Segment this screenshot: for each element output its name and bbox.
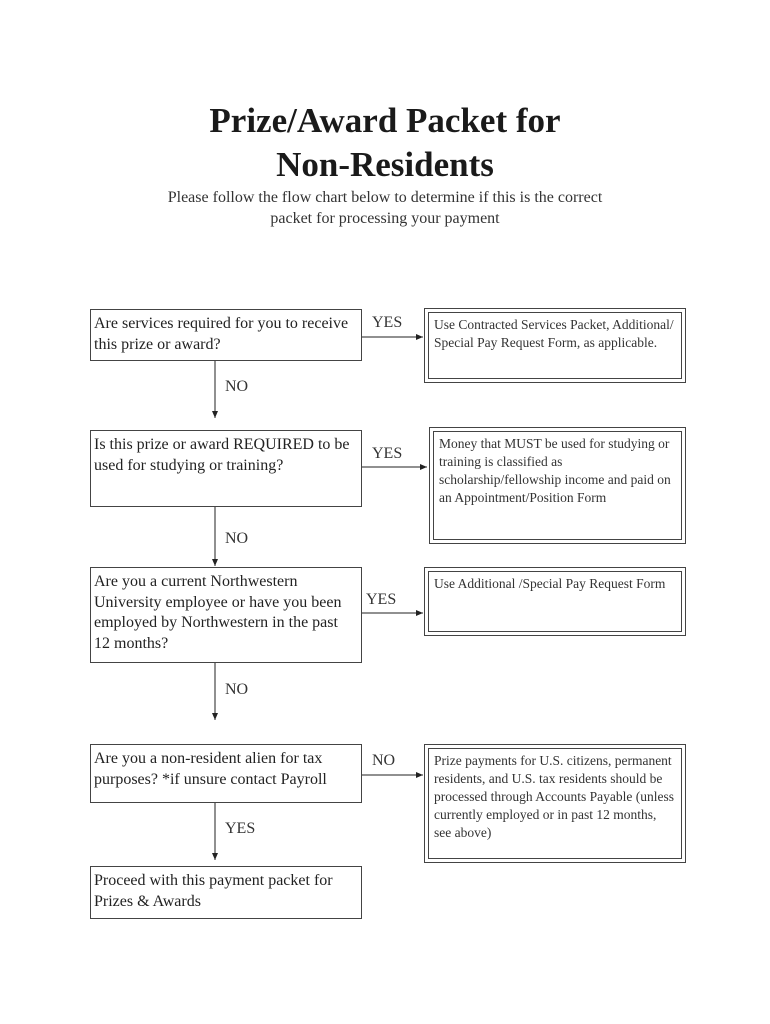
- answer-2-text: Money that MUST be used for studying or training is classified as scholarship/fellowship income and paid on an Appointment/Position Form: [433, 431, 682, 540]
- subtitle-line-1: Please follow the flow chart below to determine if this is the correct: [167, 189, 603, 206]
- answer-2-box: [429, 427, 686, 544]
- answer-4-text: Prize payments for U.S. citizens, permanent residents, and U.S. tax residents should be processed through Accounts Payable (unless currently employed or in past 12 months, see above): [428, 748, 682, 859]
- answer-4-box: [424, 744, 686, 863]
- title-line-1: Prize/Award Packet for: [209, 101, 561, 140]
- final-step-box: Proceed with this payment packet for Prizes & Awards: [90, 866, 362, 919]
- q1-no-label: NO: [225, 378, 249, 395]
- answer-1-text: Use Contracted Services Packet, Additional/ Special Pay Request Form, as applicable.: [428, 312, 682, 379]
- q2-yes-label: YES: [372, 445, 403, 462]
- q4-no-label: NO: [372, 752, 396, 769]
- q3-no-label: NO: [225, 681, 249, 698]
- question-1-box: Are services required for you to receive this prize or award?: [90, 309, 362, 361]
- question-4-box: Are you a non-resident alien for tax purposes? *if unsure contact Payroll: [90, 744, 362, 803]
- answer-3-box: [424, 567, 686, 636]
- q4-yes-label: YES: [225, 820, 256, 837]
- q1-yes-label: YES: [372, 314, 403, 331]
- subtitle-line-2: packet for processing your payment: [270, 210, 500, 227]
- q2-no-label: NO: [225, 530, 249, 547]
- answer-3-text: Use Additional /Special Pay Request Form: [428, 571, 682, 632]
- q3-yes-label: YES: [366, 591, 397, 608]
- answer-1-box: [424, 308, 686, 383]
- title-line-2: Non-Residents: [276, 145, 494, 184]
- question-2-box: Is this prize or award REQUIRED to be used for studying or training?: [90, 430, 362, 507]
- question-3-box: Are you a current Northwestern University employee or have you been employed by Northwestern in the past 12 months?: [90, 567, 362, 663]
